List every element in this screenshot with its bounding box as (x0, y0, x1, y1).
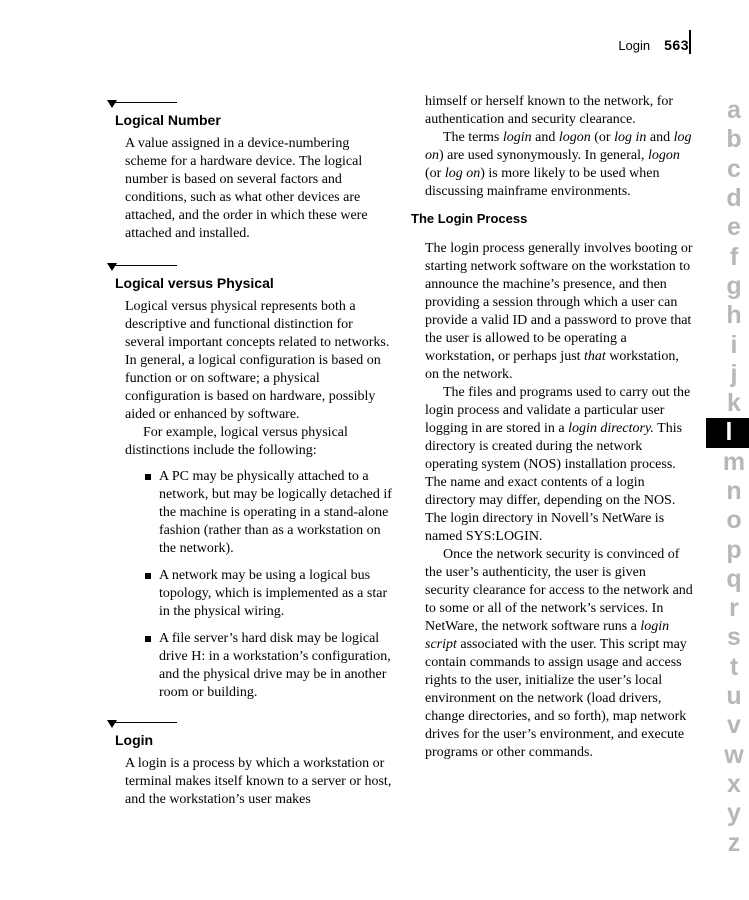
thumb-index-letter: y (727, 799, 741, 828)
bullet-icon (145, 573, 151, 579)
entry-logical-versus-physical (107, 261, 393, 702)
left-column (107, 98, 393, 809)
list-item (107, 468, 393, 558)
thumb-index-letter: n (726, 477, 742, 505)
entry-body: A login is a process by which a workstation or terminal makes itself known to a server or host, and the workstation’s user makes (125, 756, 392, 807)
thumb-index-letter: o (726, 506, 742, 535)
thumb-index-letter: s (727, 623, 741, 652)
list-item-text: A PC may be physically attached to a network, but may be logically detached if the machine is operating in a stand-alone fashion (rather than as a workstation on the network). (159, 469, 392, 556)
thumb-index-letter: a (727, 96, 741, 125)
thumb-index-letter: l (706, 418, 749, 447)
entry-login (107, 718, 393, 809)
header-rule (689, 30, 691, 54)
thumb-index-letter: x (727, 769, 741, 798)
thumb-index-letter: p (726, 535, 742, 564)
paragraph-terms: The terms login and logon (or log in and log on) are used synonymously. In general, logon (or log on) is more likely to be used when discussing mainframe environments. (425, 130, 692, 199)
subheading-login-process: The Login Process (411, 211, 528, 226)
list-item (107, 567, 393, 621)
thumb-index-letter: k (727, 389, 741, 418)
thumb-index-letter: r (729, 594, 739, 623)
thumb-index-letter: e (727, 213, 741, 242)
list-item-text: A network may be using a logical bus topology, which is implemented as a star in the physical wiring. (159, 568, 388, 619)
header-section-title: Login (618, 37, 651, 53)
bullet-list (107, 468, 393, 702)
entry-marker (107, 718, 393, 732)
bullet-icon (145, 636, 151, 642)
thumb-index-letter: u (726, 682, 742, 711)
entry-marker (107, 261, 393, 275)
entry-title: Logical versus Physical (115, 275, 274, 291)
paragraph-login-directory: The files and programs used to carry out the login process and validate a particular user logging in are stored in a login directory. This directory is created during the network operating system (NOS) installation process. The name and exact contents of a login directory may differ, depending on the NOS. The login directory in Novell’s NetWare is named SYS:LOGIN. (425, 385, 691, 544)
thumb-index-letter: c (727, 154, 741, 183)
thumb-index (716, 96, 749, 858)
paragraph-continued: himself or herself known to the network, for authentication and security clearance. (425, 94, 674, 127)
entry-title: Login (115, 732, 154, 748)
thumb-index-letter: b (726, 125, 742, 154)
entry-logical-number (107, 98, 393, 243)
entry-body: A value assigned in a device-numbering scheme for a hardware device. The logical number is based on several factors and conditions, such as what other devices are attached, and the order in which these were attached and installed. (125, 136, 368, 241)
entry-marker (107, 98, 393, 112)
paragraph-login-process: The login process generally involves booting or starting network software on the workstation to announce the machine’s presence, and then providing a session through which a user can provide a valid ID and a password to prove that the user is allowed to be operating a workstation, or perhaps just that workstation, on the network. (425, 241, 693, 382)
thumb-index-letter: i (730, 330, 738, 359)
running-header (618, 34, 689, 56)
entry-paragraph: Logical versus physical represents both a descriptive and functional distinction for several important concepts related to networks. In general, a logical configuration is based on function or on software; a physical configuration is based on hardware, possibly aided or enhanced by software. (125, 299, 390, 422)
thumb-index-letter: f (729, 242, 739, 271)
thumb-index-letter: z (727, 828, 741, 857)
list-item (107, 630, 393, 702)
thumb-index-letter: v (727, 711, 741, 740)
thumb-index-letter: g (726, 271, 742, 300)
entry-paragraph: For example, logical versus physical distinctions include the following: (125, 425, 348, 458)
thumb-index-letter: h (726, 301, 742, 330)
thumb-index-letter: d (726, 184, 742, 213)
thumb-index-letter: t (729, 652, 739, 681)
thumb-index-letter: w (724, 740, 744, 769)
right-column (411, 93, 693, 762)
paragraph-login-script: Once the network security is convinced of the user’s authenticity, the user is given security clearance for access to the network and to some or all of the network’s services. In NetWare, the network software runs a login script associated with the user. This script may contain commands to assign usage and access rights to the user, initialize the user’s local environment on the network (load drivers, change directories, and so forth), map network drives for the user’s environment, and execute programs or other commands. (425, 547, 693, 760)
thumb-index-letter: q (726, 564, 742, 593)
entry-title: Logical Number (115, 112, 221, 128)
thumb-index-letter: j (730, 359, 738, 388)
bullet-icon (145, 474, 151, 480)
list-item-text: A file server’s hard disk may be logical drive H: in a workstation’s configuration, and the physical drive may be in another room or building. (159, 631, 391, 700)
page-number: 563 (664, 37, 689, 53)
thumb-index-letter: m (722, 447, 746, 476)
